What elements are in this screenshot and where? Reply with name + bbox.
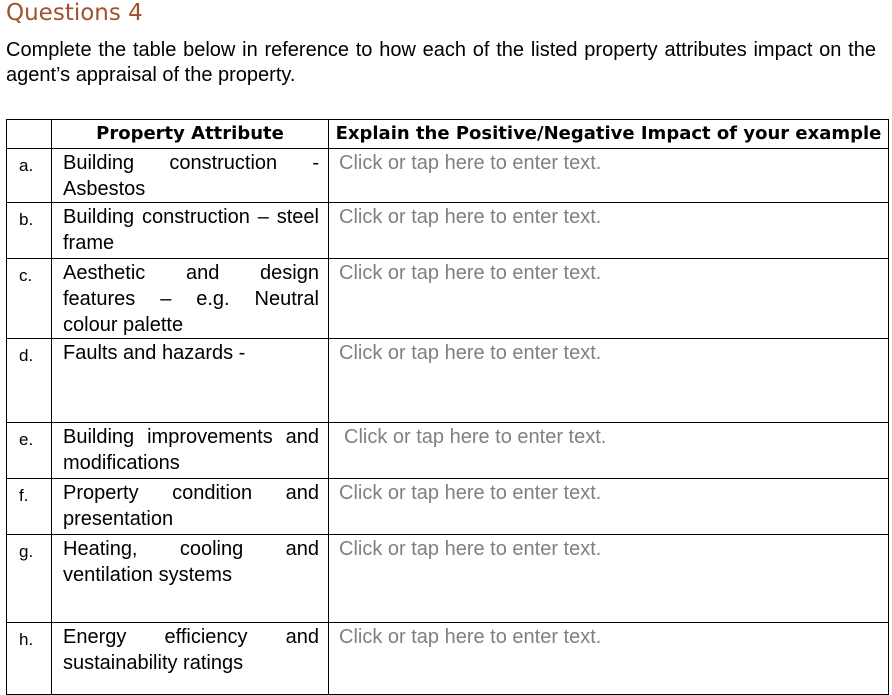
table-row xyxy=(7,479,889,535)
table-row xyxy=(7,423,889,479)
row-letter: b. xyxy=(7,203,52,259)
answer-field-e[interactable]: Click or tap here to enter text. xyxy=(329,423,889,479)
header-property-attribute: Property Attribute xyxy=(52,120,329,149)
answer-field-a[interactable]: Click or tap here to enter text. xyxy=(329,149,889,203)
answer-field-c[interactable]: Click or tap here to enter text. xyxy=(329,259,889,339)
question-instructions: Complete the table below in reference to how each of the listed property attributes impact on the agent’s appraisal of the property. xyxy=(6,39,876,86)
table-row xyxy=(7,535,889,623)
row-attribute: Property condition and presentation xyxy=(52,479,329,535)
row-letter: e. xyxy=(7,423,52,479)
row-attribute: Aesthetic and design features – e.g. Neutral colour palette xyxy=(52,259,329,339)
header-index xyxy=(7,120,52,149)
table-header-row xyxy=(7,120,889,149)
property-attributes-table xyxy=(6,119,889,695)
table-row xyxy=(7,149,889,203)
row-letter: h. xyxy=(7,623,52,695)
question-heading: Questions 4 xyxy=(6,0,143,26)
row-attribute: Building construction - Asbestos xyxy=(52,149,329,203)
table-row xyxy=(7,203,889,259)
answer-field-f[interactable]: Click or tap here to enter text. xyxy=(329,479,889,535)
row-letter: a. xyxy=(7,149,52,203)
row-letter: d. xyxy=(7,339,52,423)
table-row xyxy=(7,259,889,339)
answer-field-g[interactable]: Click or tap here to enter text. xyxy=(329,535,889,623)
row-letter: f. xyxy=(7,479,52,535)
row-attribute: Building construction – steel frame xyxy=(52,203,329,259)
answer-field-d[interactable]: Click or tap here to enter text. xyxy=(329,339,889,423)
row-attribute: Energy efficiency and sustainability ratings xyxy=(52,623,329,695)
row-letter: c. xyxy=(7,259,52,339)
table-row xyxy=(7,339,889,423)
answer-field-h[interactable]: Click or tap here to enter text. xyxy=(329,623,889,695)
table-row xyxy=(7,623,889,695)
row-attribute: Building improvements and modifications xyxy=(52,423,329,479)
row-letter: g. xyxy=(7,535,52,623)
row-attribute: Heating, cooling and ventilation systems xyxy=(52,535,329,623)
answer-field-b[interactable]: Click or tap here to enter text. xyxy=(329,203,889,259)
row-attribute: Faults and hazards - xyxy=(52,339,329,423)
header-explanation: Explain the Positive/Negative Impact of your example xyxy=(329,120,889,149)
